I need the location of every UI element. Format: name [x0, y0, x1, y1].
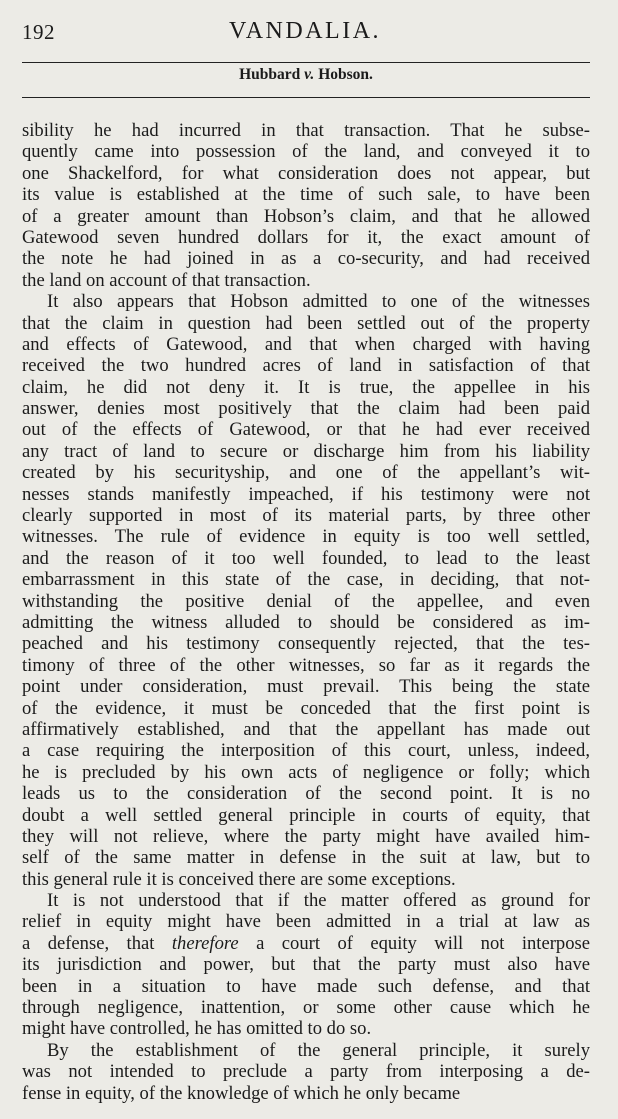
- text-segment: claim, he did not deny it. It is true, the appellee in his: [22, 376, 590, 398]
- text-segment: embarrassment in this state of the case, in deciding, that not-: [22, 569, 590, 591]
- text-line: [22, 1083, 590, 1104]
- text-line: [22, 633, 590, 654]
- text-segment: doubt a well settled general principle in courts of equity, that: [22, 804, 590, 826]
- text-line: [22, 783, 590, 804]
- text-segment: point under consideration, must prevail. This being the state: [22, 676, 590, 698]
- text-segment: the note he had joined in as a co-security, and had received: [22, 248, 590, 270]
- text-line: [22, 719, 590, 740]
- text-segment: answer, denies most positively that the claim had been paid: [22, 398, 590, 420]
- text-line: [22, 698, 590, 719]
- text-segment: they will not relieve, where the party might have availed him-: [22, 825, 590, 847]
- text-line: [22, 355, 590, 376]
- text-segment: might have controlled, he has omitted to do so.: [22, 1018, 372, 1040]
- page-number: 192: [22, 20, 55, 44]
- text-line: [22, 676, 590, 697]
- text-line: [22, 334, 590, 355]
- text-segment: its jurisdiction and power, but that the party must also have: [22, 954, 590, 976]
- body-text: [22, 120, 590, 1104]
- text-line: [22, 441, 590, 462]
- text-segment: self of the same matter in defense in the suit at law, but to: [22, 847, 590, 869]
- text-segment: admitting the witness alluded to should be considered as im-: [22, 611, 590, 633]
- text-line: [22, 548, 590, 569]
- text-segment: was not intended to preclude a party from interposing a de-: [22, 1061, 590, 1083]
- text-segment: By the establishment of the general principle, it surely: [47, 1039, 590, 1061]
- emphasis-text: therefore: [171, 932, 239, 954]
- text-segment: It also appears that Hobson admitted to one of the witnesses: [47, 291, 590, 313]
- case-party-left: Hubbard: [239, 66, 301, 83]
- text-line: [22, 847, 590, 868]
- header-rule-bottom: [22, 97, 590, 98]
- text-line: [22, 206, 590, 227]
- text-line: [22, 398, 590, 419]
- text-segment: been in a situation to have made such defense, and that: [22, 975, 590, 997]
- text-segment: created by his securityship, and one of the appellant’s wit-: [22, 462, 590, 484]
- text-line: [22, 655, 590, 676]
- text-line: [22, 569, 590, 590]
- text-segment: leads us to the consideration of the second point. It is no: [22, 783, 590, 805]
- text-line: [22, 976, 590, 997]
- text-segment: a case requiring the interposition of this court, unless, indeed,: [22, 740, 590, 762]
- text-segment: peached and his testimony consequently rejected, that the tes-: [22, 633, 590, 655]
- text-line: [22, 462, 590, 483]
- text-segment: affirmatively established, and that the appellant has made out: [22, 718, 590, 740]
- text-line: [22, 163, 590, 184]
- text-line: [22, 141, 590, 162]
- text-line: [22, 484, 590, 505]
- text-segment: received the two hundred acres of land in satisfaction of that: [22, 355, 590, 377]
- text-line: [22, 1018, 590, 1039]
- text-segment: out of the effects of Gatewood, or that he had ever received: [22, 419, 590, 441]
- text-segment: quently came into possession of the land, and conveyed it to: [22, 141, 590, 163]
- case-versus: v.: [304, 66, 315, 83]
- text-segment: and the reason of it too well founded, to lead to the least: [22, 547, 590, 569]
- text-segment: sibility he had incurred in that transaction. That he subse-: [22, 120, 590, 141]
- text-segment: of the evidence, it must be conceded that the first point is: [22, 697, 590, 719]
- text-segment: this general rule it is conceived there are some exceptions.: [22, 868, 456, 890]
- text-segment: he is precluded by his own acts of negligence or folly; which: [22, 761, 590, 783]
- text-line: [22, 505, 590, 526]
- text-line: [22, 911, 590, 932]
- text-line: [22, 762, 590, 783]
- text-line: [22, 270, 590, 291]
- text-line: [22, 227, 590, 248]
- text-line: [22, 1040, 590, 1061]
- text-segment: relief in equity might have been admitted in a trial at law as: [22, 911, 590, 933]
- text-segment: that the claim in question had been settled out of the property: [22, 312, 590, 334]
- text-line: [22, 805, 590, 826]
- text-line: [22, 419, 590, 440]
- text-segment: through negligence, inattention, or some other cause which he: [22, 997, 590, 1019]
- text-line: [22, 954, 590, 975]
- text-line: [22, 1061, 590, 1082]
- text-segment: a court of equity will not interpose: [238, 932, 590, 954]
- text-segment: and effects of Gatewood, and that when charged with having: [22, 333, 590, 355]
- text-line: [22, 997, 590, 1018]
- text-line: [22, 291, 590, 312]
- text-line: [22, 377, 590, 398]
- text-line: [22, 313, 590, 334]
- text-segment: It is not understood that if the matter offered as ground for: [47, 890, 590, 912]
- text-line: [22, 826, 590, 847]
- text-line: [22, 526, 590, 547]
- text-segment: clearly supported in most of its material parts, by three other: [22, 505, 590, 527]
- text-line: [22, 869, 590, 890]
- text-line: [22, 740, 590, 761]
- text-segment: its value is established at the time of such sale, to have been: [22, 184, 590, 206]
- text-segment: of a greater amount than Hobson’s claim, and that he allowed: [22, 205, 590, 227]
- text-line: [22, 933, 590, 954]
- text-segment: the land on account of that transaction.: [22, 269, 311, 291]
- case-party-right: Hobson.: [318, 66, 373, 83]
- text-line: [22, 120, 590, 141]
- text-line: [22, 184, 590, 205]
- header-rule-top: [22, 62, 590, 63]
- text-segment: Gatewood seven hundred dollars for it, the exact amount of: [22, 226, 590, 248]
- case-title: [22, 66, 590, 84]
- text-line: [22, 591, 590, 612]
- text-segment: timony of three of the other witnesses, so far as it regards the: [22, 654, 590, 676]
- text-segment: witnesses. The rule of evidence in equity is too well settled,: [22, 526, 590, 548]
- text-segment: withstanding the positive denial of the appellee, and even: [22, 590, 590, 612]
- text-segment: a defense, that: [22, 932, 172, 954]
- text-line: [22, 890, 590, 911]
- text-segment: fense in equity, of the knowledge of which he only became: [22, 1082, 461, 1104]
- text-segment: nesses stands manifestly impeached, if his testimony were not: [22, 483, 590, 505]
- page-header: [22, 16, 588, 48]
- text-line: [22, 612, 590, 633]
- text-segment: any tract of land to secure or discharge him from his liability: [22, 440, 590, 462]
- text-line: [22, 248, 590, 269]
- text-segment: one Shackelford, for what consideration does not appear, but: [22, 162, 590, 184]
- running-title: VANDALIA.: [228, 18, 382, 44]
